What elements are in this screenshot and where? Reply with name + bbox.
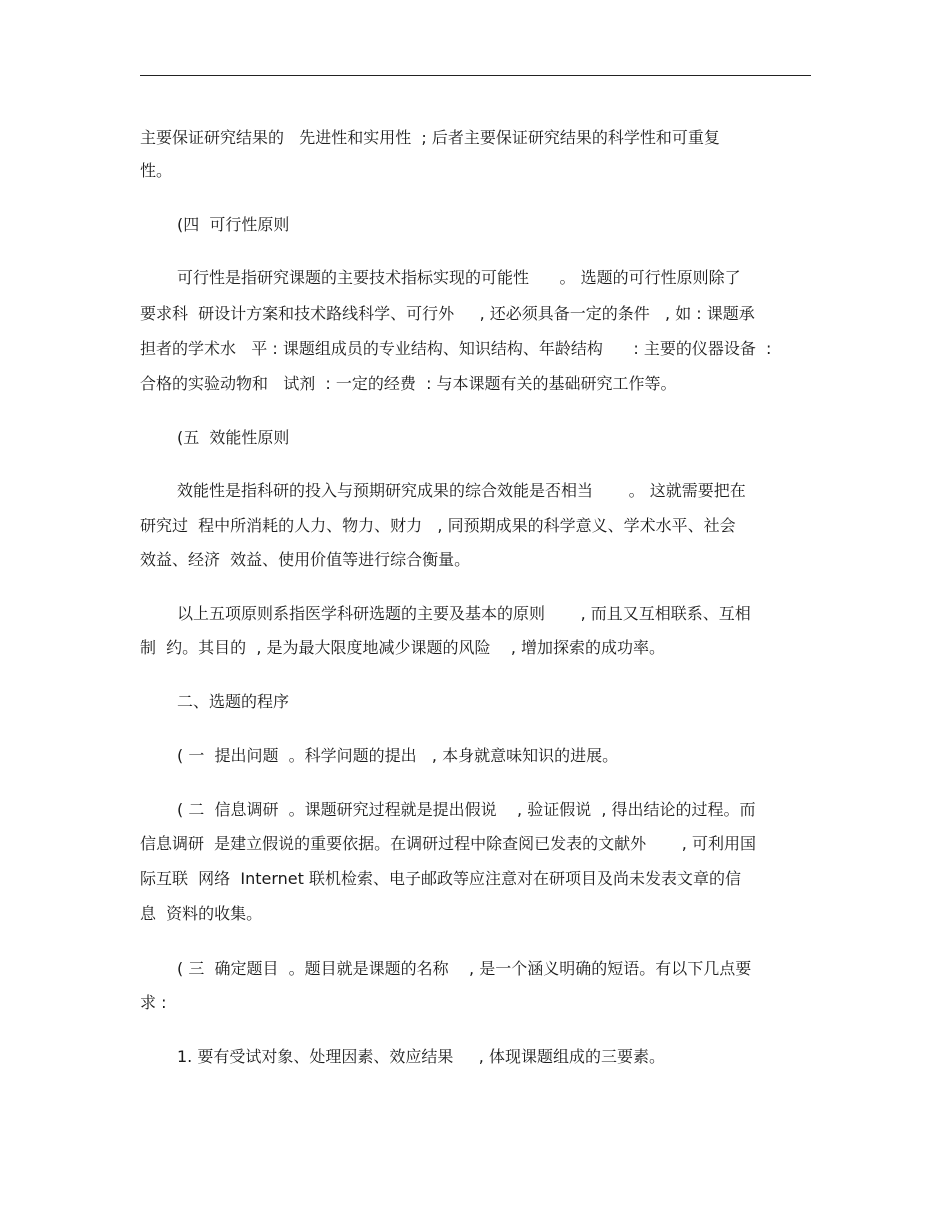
- text-line: 担者的学术水 平 : 课题组成员的专业结构、知识结构、年龄结构 : 主要的仪器设备 :: [140, 339, 772, 358]
- text-line: 求 :: [140, 993, 167, 1012]
- text-line: 以上五项原则系指医学科研选题的主要及基本的原则 , 而且又互相联系、互相: [177, 604, 751, 623]
- text-line: 信息调研 是建立假说的重要依据。在调研过程中除查阅已发表的文献外 , 可利用国: [140, 834, 756, 853]
- section-heading: (四 可行性原则: [177, 215, 290, 234]
- list-item: 1. 要有受试对象、处理因素、效应结果 , 体现课题组成的三要素。: [177, 1047, 665, 1066]
- text-line: 制 约。其目的 , 是为最大限度地减少课题的风险 , 增加探索的成功率。: [140, 638, 666, 657]
- text-line: 研究过 程中所消耗的人力、物力、财力 , 同预期成果的科学意义、学术水平、社会: [140, 516, 736, 535]
- section-heading: 二、选题的程序: [177, 692, 290, 711]
- text-line: 可行性是指研究课题的主要技术指标实现的可能性 。 选题的可行性原则除了: [177, 268, 741, 287]
- text-line: ( 三 确定题目 。题目就是课题的名称 , 是一个涵义明确的短语。有以下几点要: [177, 959, 752, 978]
- text-line: 效益、经济 效益、使用价值等进行综合衡量。: [140, 550, 471, 569]
- text-line: 性。: [140, 161, 173, 180]
- text-line: ( 二 信息调研 。课题研究过程就是提出假说 , 验证假说 , 得出结论的过程。而: [177, 800, 756, 819]
- text-line: 息 资料的收集。: [140, 904, 263, 923]
- header-rule: [140, 75, 811, 76]
- text-line: 主要保证研究结果的 先进性和实用性 ; 后者主要保证研究结果的科学性和可重复: [140, 128, 720, 147]
- text-line: ( 一 提出问题 。科学问题的提出 , 本身就意味知识的进展。: [177, 746, 619, 765]
- text-line: 际互联 网络 Internet 联机检索、电子邮政等应注意对在研项目及尚未发表文章的信: [140, 869, 741, 888]
- text-line: 效能性是指科研的投入与预期研究成果的综合效能是否相当 。 这就需要把在: [177, 481, 746, 500]
- text-line: 要求科 研设计方案和技术路线科学、可行外 , 还必须具备一定的条件 , 如 : 课题承: [140, 304, 755, 323]
- section-heading: (五 效能性原则: [177, 428, 290, 447]
- text-line: 合格的实验动物和 试剂 : 一定的经费 : 与本课题有关的基础研究工作等。: [140, 374, 677, 393]
